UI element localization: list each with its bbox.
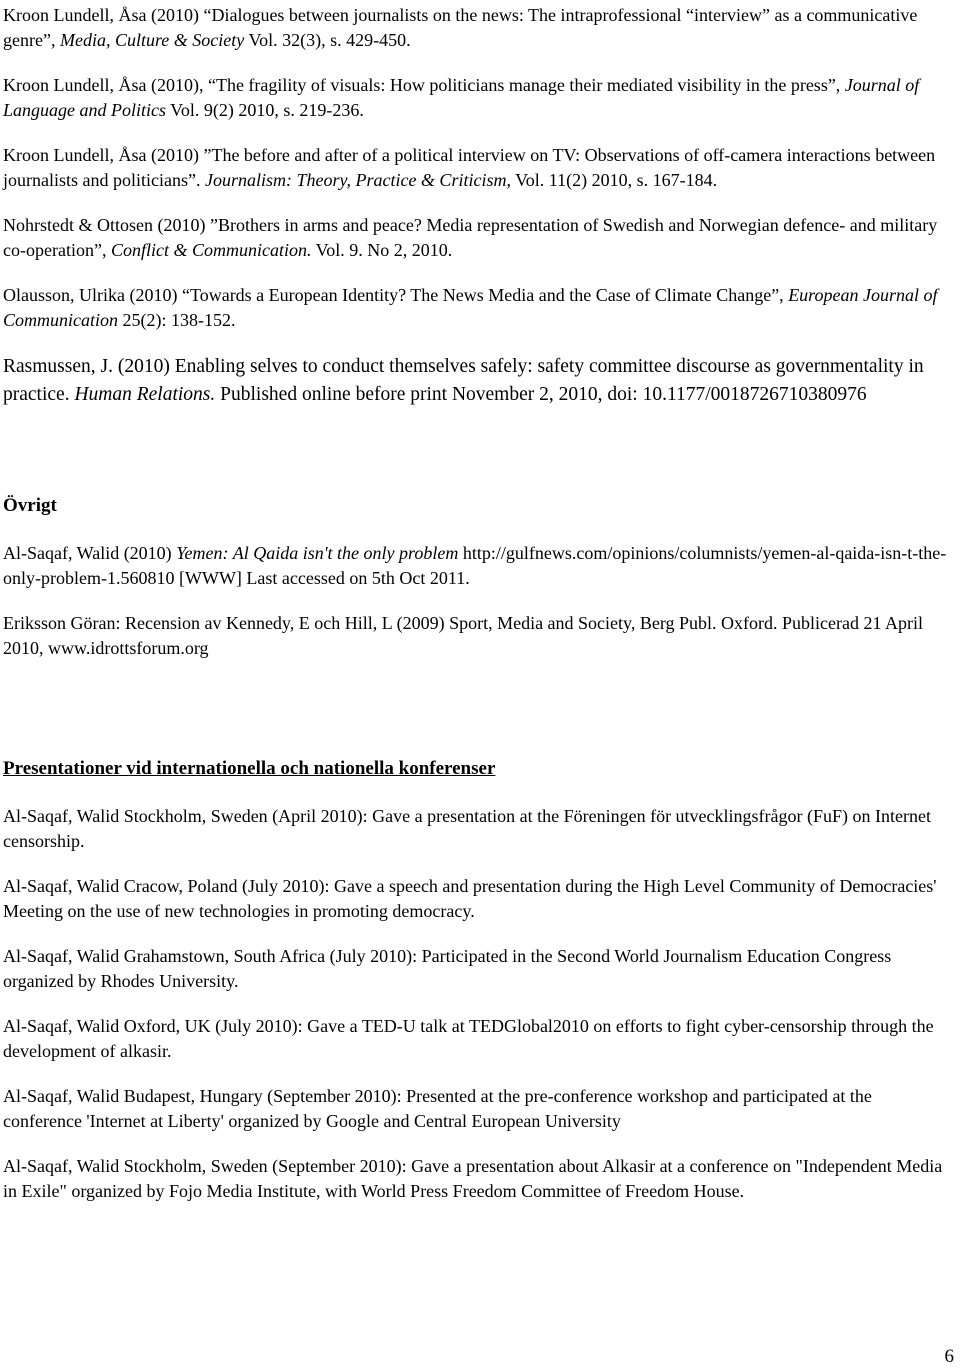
journal-articles-list [3, 3, 948, 409]
presentation-item: Al-Saqaf, Walid Cracow, Poland (July 2010): Gave a speech and presentation during the High Level Community of Democracies' Meeting on the use of new technologies in promoting democracy. [3, 876, 937, 921]
reference-item: Kroon Lundell, Åsa (2010) ”The before and after of a political interview on TV: Observations of off-camera interactions between journalists and politicians”. Journalism: Theory, Practice & Criticism, Vol. 11(2) 2010, s. 167-184. [3, 145, 936, 190]
presentation-item: Al-Saqaf, Walid Grahamstown, South Africa (July 2010): Participated in the Second World Journalism Education Congress organized by Rhodes University. [3, 946, 892, 991]
presentation-item: Al-Saqaf, Walid Oxford, UK (July 2010): Gave a TED-U talk at TEDGlobal2010 on efforts to fight cyber-censorship through the development of alkasir. [3, 1016, 934, 1061]
reference-item: Al-Saqaf, Walid (2010) Yemen: Al Qaida isn't the only problem http://gulfnews.com/opinions/columnists/yemen-al-qaida-isn-t-the-only-problem-1.560810 [WWW] Last accessed on 5th Oct 2011. [3, 543, 947, 588]
ovrigt-section [3, 493, 948, 661]
section-heading-presentations: Presentationer vid internationella och nationella konferenser [3, 758, 496, 779]
presentation-item: Al-Saqaf, Walid Stockholm, Sweden (September 2010): Gave a presentation about Alkasir at a conference on "Independent Media in Exile" organized by Fojo Media Institute, with World Press Freedom Committee of Freedom House. [3, 1156, 943, 1201]
presentations-section [3, 756, 948, 1204]
reference-item: Kroon Lundell, Åsa (2010) “Dialogues between journalists on the news: The intraprofessional “interview” as a communicative genre”, Media, Culture & Society Vol. 32(3), s. 429-450. [3, 5, 918, 50]
reference-item: Rasmussen, J. (2010) Enabling selves to conduct themselves safely: safety committee discourse as governmentality in practice. Human Relations. Published online before print November 2, 2010, doi: 10.1177/0018726710380976 [3, 356, 924, 405]
section-heading-ovrigt: Övrigt [3, 495, 57, 516]
presentation-item: Al-Saqaf, Walid Budapest, Hungary (September 2010): Presented at the pre-conference workshop and participated at the conference 'Internet at Liberty' organized by Google and Central European University [3, 1086, 872, 1131]
reference-item: Nohrstedt & Ottosen (2010) ”Brothers in arms and peace? Media representation of Swedish and Norwegian defence- and military co-operation”, Conflict & Communication. Vol. 9. No 2, 2010. [3, 215, 938, 260]
document-page [3, 3, 948, 1224]
page-number: 6 [944, 1346, 954, 1367]
reference-item: Kroon Lundell, Åsa (2010), “The fragility of visuals: How politicians manage their mediated visibility in the press”, Journal of Language and Politics Vol. 9(2) 2010, s. 219-236. [3, 75, 920, 120]
reference-item: Olausson, Ulrika (2010) “Towards a European Identity? The News Media and the Case of Climate Change”, European Journal of Communication 25(2): 138-152. [3, 285, 938, 330]
presentation-item: Al-Saqaf, Walid Stockholm, Sweden (April 2010): Gave a presentation at the Föreningen för utvecklingsfrågor (FuF) on Internet censorship. [3, 806, 931, 851]
reference-item: Eriksson Göran: Recension av Kennedy, E och Hill, L (2009) Sport, Media and Society, Berg Publ. Oxford. Publicerad 21 April 2010, www.idrottsforum.org [3, 613, 924, 658]
